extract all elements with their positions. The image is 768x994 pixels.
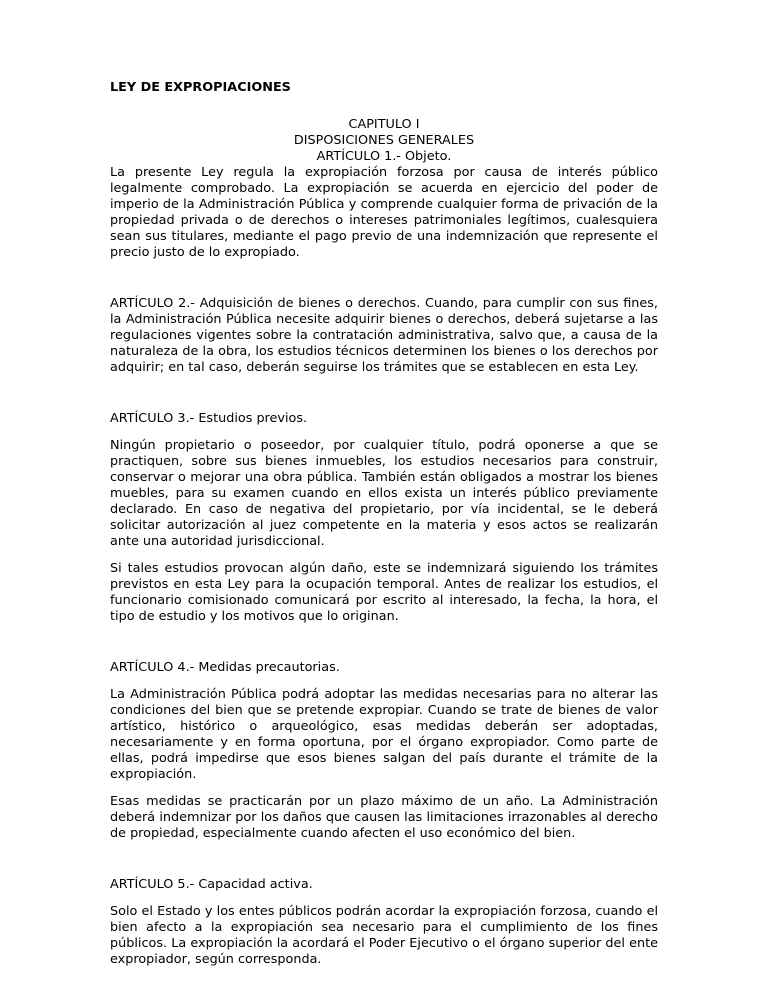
chapter-heading-block bbox=[110, 117, 658, 165]
article-4-paragraph-2: Esas medidas se practicarán por un plazo máximo de un año. La Administración deberá indemnizar por los daños que causen las limitaciones irrazonables al derecho de propiedad, especialmente cuando afecten el uso económico del bien. bbox=[110, 794, 658, 841]
article-1-heading: ARTÍCULO 1.- Objeto. bbox=[316, 149, 452, 164]
document-title: LEY DE EXPROPIACIONES bbox=[110, 80, 291, 95]
article-5-heading: ARTÍCULO 5.- Capacidad activa. bbox=[110, 877, 313, 892]
chapter-number: CAPITULO I bbox=[348, 117, 420, 132]
article-5-paragraph: Solo el Estado y los entes públicos podrán acordar la expropiación forzosa, cuando el bien afecto a la expropiación sea necesario para el cumplimiento de los fines públicos. La expropiación la acordará el Poder Ejecutivo o el órgano superior del ente expropiador, según corresponda. bbox=[110, 904, 658, 967]
chapter-title: DISPOSICIONES GENERALES bbox=[293, 133, 475, 148]
article-1-paragraph: La presente Ley regula la expropiación forzosa por causa de interés público legalmente comprobado. La expropiación se acuerda en ejercicio del poder de imperio de la Administración Pública y comprende cualquier forma de privación de la propiedad privada o de derechos o intereses patrimoniales legítimos, cualesquiera sean sus titulares, mediante el pago previo de una indemnización que represente el precio justo de lo expropiado. bbox=[110, 165, 658, 260]
article-3-heading: ARTÍCULO 3.- Estudios previos. bbox=[110, 411, 308, 426]
document-page bbox=[110, 80, 658, 968]
article-3-paragraph-1: Ningún propietario o poseedor, por cualquier título, podrá oponerse a que se practiquen, sobre sus bienes inmuebles, los estudios necesarios para construir, conservar o mejorar una obra pública. También están obligados a mostrar los bienes muebles, para su examen cuando en ellos exista un interés público previamente declarado. En caso de negativa del propietario, por vía incidental, se le deberá solicitar autorización al juez competente en la materia y esos actos se realizarán ante una autoridad jurisdiccional. bbox=[110, 438, 658, 549]
article-2-paragraph: ARTÍCULO 2.- Adquisición de bienes o derechos. Cuando, para cumplir con sus fines, la Administración Pública necesite adquirir bienes o derechos, deberá sujetarse a las regulaciones vigentes sobre la contratación administrativa, salvo que, a causa de la naturaleza de la obra, los estudios técnicos determinen los bienes o los derechos por adquirir; en tal caso, deberán seguirse los trámites que se establecen en esta Ley. bbox=[110, 296, 658, 375]
article-4-paragraph-1: La Administración Pública podrá adoptar las medidas necesarias para no alterar las condiciones del bien que se pretende expropiar. Cuando se trate de bienes de valor artístico, histórico o arqueológico, esas medidas deberán ser adoptadas, necesariamente y en forma oportuna, por el órgano expropiador. Como parte de ellas, podrá impedirse que esos bienes salgan del país durante el trámite de la expropiación. bbox=[110, 687, 658, 782]
article-3-paragraph-2: Si tales estudios provocan algún daño, este se indemnizará siguiendo los trámites previstos en esta Ley para la ocupación temporal. Antes de realizar los estudios, el funcionario comisionado comunicará por escrito al interesado, la fecha, la hora, el tipo de estudio y los motivos que lo originan. bbox=[110, 561, 658, 624]
article-4-heading: ARTÍCULO 4.- Medidas precautorias. bbox=[110, 660, 340, 675]
